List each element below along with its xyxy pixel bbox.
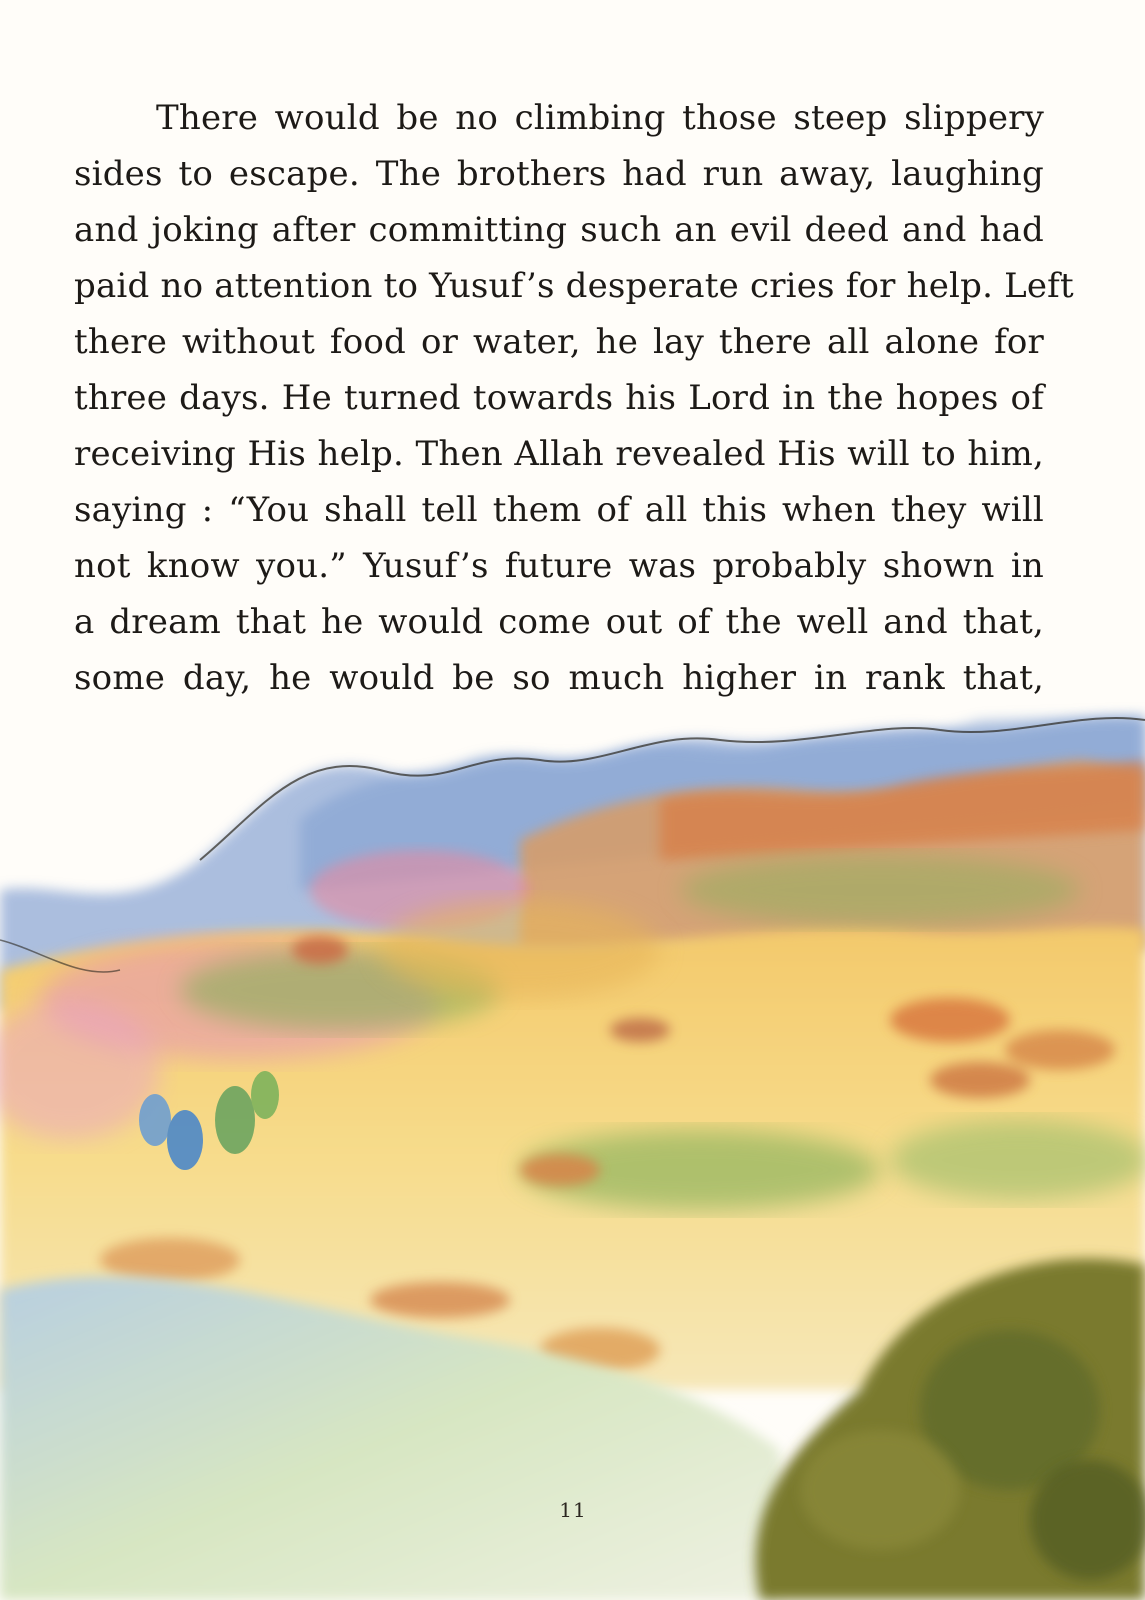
story-line-11: some day, he would be so much higher in rank that,	[74, 658, 1044, 698]
story-line-5: there without food or water, he lay there all alone for	[74, 322, 1044, 362]
watercolor-landscape-icon	[0, 690, 1145, 1600]
page-number: 11	[559, 1498, 587, 1522]
story-line-9: not know you.” Yusuf’s future was probably shown in	[74, 546, 1044, 586]
story-line-4: paid no attention to Yusuf’s desperate cries for help. Left	[74, 266, 1074, 306]
story-text	[74, 90, 1074, 706]
story-line-3: and joking after committing such an evil deed and had	[74, 210, 1044, 250]
story-line-6: three days. He turned towards his Lord in the hopes of	[74, 378, 1044, 418]
story-line-8: saying : “You shall tell them of all this when they will	[74, 490, 1044, 530]
story-line-10: a dream that he would come out of the well and that,	[74, 602, 1044, 642]
story-line-2: sides to escape. The brothers had run away, laughing	[74, 154, 1044, 194]
story-line-1: There would be no climbing those steep slippery	[156, 98, 1044, 138]
story-line-7: receiving His help. Then Allah revealed His will to him,	[74, 434, 1044, 474]
